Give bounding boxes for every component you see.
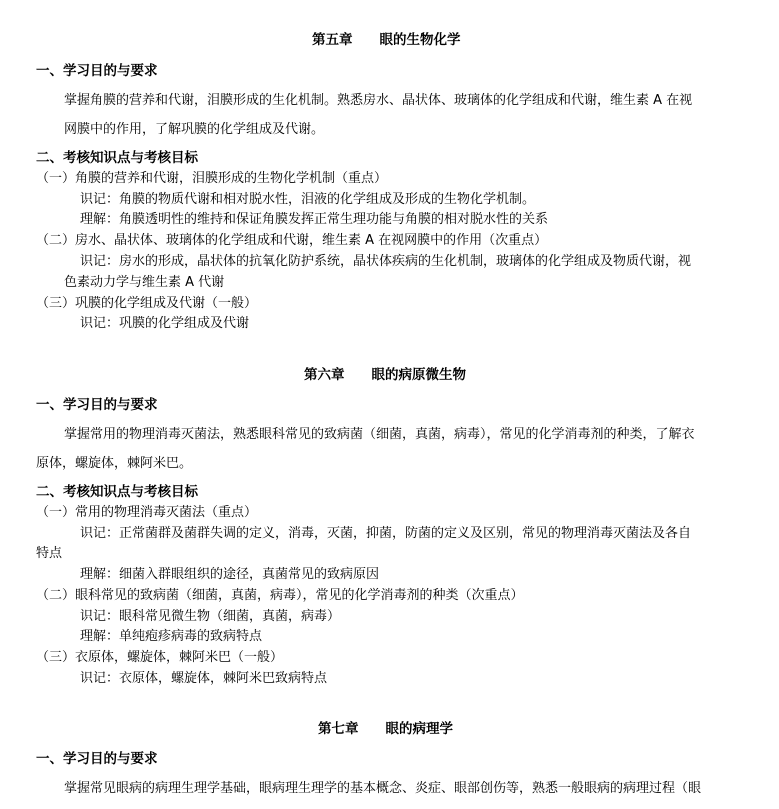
- knowledge-point: 识记：巩膜的化学组成及代谢: [80, 316, 250, 331]
- subsection-item: （二）房水、晶状体、玻璃体的化学组成和代谢，维生素 A 在视网膜中的作用（次重点）: [36, 233, 548, 248]
- knowledge-point: 理解：单纯疱疹病毒的致病特点: [80, 629, 263, 644]
- chapter-title: 第七章 眼的病理学: [318, 721, 453, 737]
- section-heading: 二、考核知识点与考核目标: [36, 484, 198, 500]
- paragraph-line: 网膜中的作用，了解巩膜的化学组成及代谢。: [64, 122, 325, 137]
- paragraph-line: 掌握角膜的营养和代谢，泪膜形成的生化机制。熟悉房水、晶状体、玻璃体的化学组成和代谢，维生素 A 在视: [64, 93, 693, 108]
- knowledge-point: 识记：正常菌群及菌群失调的定义，消毒，灭菌，抑菌，防菌的定义及区别，常见的物理消毒灭菌法及各自: [80, 526, 692, 541]
- knowledge-point: 识记：角膜的物质代谢和相对脱水性，泪液的化学组成及形成的生物化学机制。: [80, 192, 536, 207]
- subsection-item: （三）衣原体，螺旋体，棘阿米巴（一般）: [36, 650, 284, 665]
- knowledge-point: 理解：细菌入群眼组织的途径，真菌常见的致病原因: [80, 567, 380, 582]
- paragraph-line: 原体，螺旋体，棘阿米巴。: [36, 456, 193, 471]
- chapter-title: 第六章 眼的病原微生物: [304, 367, 466, 383]
- section-heading: 一、学习目的与要求: [36, 397, 158, 413]
- section-heading: 二、考核知识点与考核目标: [36, 150, 198, 166]
- knowledge-point: 识记：衣原体，螺旋体，棘阿米巴致病特点: [80, 671, 328, 686]
- section-heading: 一、学习目的与要求: [36, 751, 158, 767]
- knowledge-point: 识记：眼科常见微生物（细菌，真菌，病毒）: [80, 609, 341, 624]
- section-heading: 一、学习目的与要求: [36, 63, 158, 79]
- paragraph-line: 掌握常见眼病的病理生理学基础，眼病理生理学的基本概念、炎症、眼部创伤等，熟悉一般眼病的病理过程（眼: [64, 781, 702, 796]
- chapter-title: 第五章 眼的生物化学: [312, 32, 461, 48]
- knowledge-point: 色素动力学与维生素 A 代谢: [64, 275, 225, 290]
- subsection-item: （三）巩膜的化学组成及代谢（一般）: [36, 296, 258, 311]
- paragraph-line: 掌握常用的物理消毒灭菌法，熟悉眼科常见的致病菌（细菌，真菌，病毒），常见的化学消毒剂的种类，了解衣: [64, 427, 695, 442]
- knowledge-point: 特点: [36, 546, 63, 561]
- knowledge-point: 理解：角膜透明性的维持和保证角膜发挥正常生理功能与角膜的相对脱水性的关系: [80, 212, 549, 227]
- knowledge-point: 识记：房水的形成，晶状体的抗氧化防护系统，晶状体疾病的生化机制，玻璃体的化学组成及物质代谢，视: [80, 254, 692, 269]
- subsection-item: （一）角膜的营养和代谢，泪膜形成的生物化学机制（重点）: [36, 171, 388, 186]
- subsection-item: （二）眼科常见的致病菌（细菌，真菌，病毒），常见的化学消毒剂的种类（次重点）: [36, 588, 524, 603]
- subsection-item: （一）常用的物理消毒灭菌法（重点）: [36, 505, 258, 520]
